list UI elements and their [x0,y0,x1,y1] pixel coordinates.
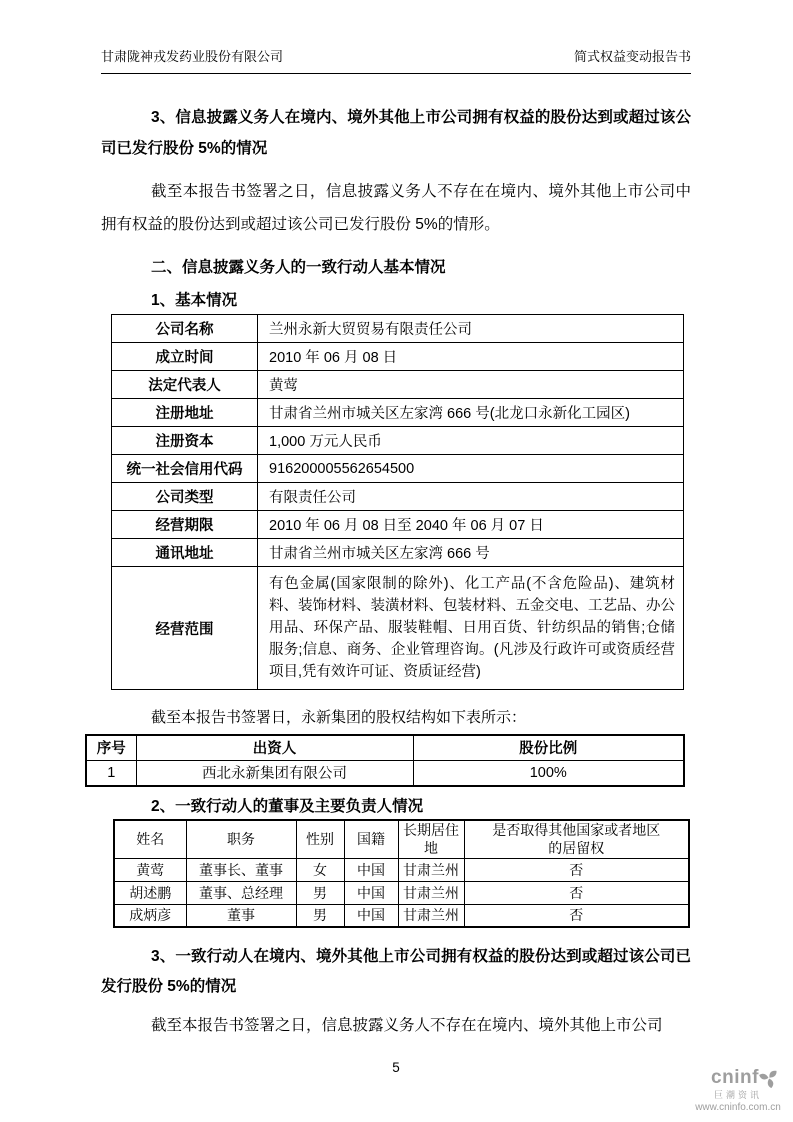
row-value: 1,000 万元人民币 [258,427,684,455]
cninfo-brand-text: cninf [711,1067,759,1088]
table-cell: 董事 [186,904,296,927]
row-label: 注册地址 [112,399,258,427]
column-header: 是否取得其他国家或者地区的居留权 [464,820,689,858]
table-cell: 胡述鹏 [114,881,186,904]
table-cell: 男 [296,881,344,904]
table-cell: 否 [464,904,689,927]
table-row [112,371,684,399]
basic-info-heading: 1、基本情况 [151,292,238,309]
row-value: 有限责任公司 [258,483,684,511]
cninfo-logo-row [688,1068,788,1088]
table-cell: 甘肃兰州 [398,858,464,881]
row-label: 法定代表人 [112,371,258,399]
table-row [112,567,684,690]
table-cell: 甘肃兰州 [398,904,464,927]
table-cell: 中国 [344,904,398,927]
column-header: 姓名 [114,820,186,858]
row-value: 2010 年 06 月 08 日至 2040 年 06 月 07 日 [258,511,684,539]
row-value: 有色金属(国家限制的除外)、化工产品(不含危险品)、建筑材料、装饰材料、装潢材料、包装材料、五金交电、工艺品、办公用品、环保产品、服装鞋帽、日用百货、针纺织品的销售;仓储服务;信息、商务、企业管理咨询。(凡涉及行政许可或资质经营项目,凭有效许可证、资质证经营) [258,567,684,690]
table-row [114,881,689,904]
row-label: 成立时间 [112,343,258,371]
column-header: 股份比例 [413,735,684,760]
table-cell: 否 [464,881,689,904]
table-row [112,539,684,567]
table-row [114,904,689,927]
cninfo-url: www.cninfo.com.cn [695,1102,781,1113]
column-header: 出资人 [136,735,413,760]
row-value: 黄莺 [258,371,684,399]
table-row [112,455,684,483]
row-value: 2010 年 06 月 08 日 [258,343,684,371]
header-doc-title: 简式权益变动报告书 [573,49,691,64]
column-header: 国籍 [344,820,398,858]
table-cell: 黄莺 [114,858,186,881]
table-cell: 西北永新集团有限公司 [136,760,413,786]
table-row [114,858,689,881]
row-label: 公司类型 [112,483,258,511]
table-row [86,760,684,786]
equity-structure-table [85,734,685,787]
table-cell: 否 [464,858,689,881]
table-header-row [86,735,684,760]
row-label: 公司名称 [112,315,258,343]
cninfo-swirl-icon [759,1068,779,1088]
table-cell: 成炳彦 [114,904,186,927]
equity-structure-note: 截至本报告书签署日，永新集团的股权结构如下表所示： [151,709,527,726]
directors-table [113,819,690,928]
row-value: 兰州永新大贸贸易有限责任公司 [258,315,684,343]
row-value: 甘肃省兰州市城关区左家湾 666 号(北龙口永新化工园区) [258,399,684,427]
acting-party-other-listed-paragraph: 截至本报告书签署之日，信息披露义务人不存在在境内、境外其他上市公司 [151,1017,663,1034]
table-cell: 中国 [344,881,398,904]
table-cell: 1 [86,760,136,786]
row-label: 经营期限 [112,511,258,539]
table-row [112,315,684,343]
table-header-row [114,820,689,858]
table-cell: 中国 [344,858,398,881]
column-header: 长期居住地 [398,820,464,858]
column-header: 序号 [86,735,136,760]
cninfo-chinese-name: 巨潮资讯 [713,1090,762,1100]
row-value: 916200005562654500 [258,455,684,483]
table-cell: 100% [413,760,684,786]
row-label: 通讯地址 [112,539,258,567]
table-row [112,511,684,539]
row-label: 注册资本 [112,427,258,455]
header-company-name: 甘肃陇神戎发药业股份有限公司 [101,49,284,64]
row-value: 甘肃省兰州市城关区左家湾 666 号 [258,539,684,567]
acting-party-other-listed-heading: 3、一致行动人在境内、境外其他上市公司拥有权益的股份达到或超过该公司已发行股份 5%的情况 [101,948,691,995]
section-two-heading: 二、信息披露义务人的一致行动人基本情况 [151,259,446,276]
page-number: 5 [392,1060,400,1075]
table-row [112,343,684,371]
table-row [112,399,684,427]
table-cell: 董事、总经理 [186,881,296,904]
column-header: 性别 [296,820,344,858]
row-label: 经营范围 [112,567,258,690]
table-cell: 董事长、董事 [186,858,296,881]
basic-info-table [111,314,684,690]
row-label: 统一社会信用代码 [112,455,258,483]
table-row [112,483,684,511]
table-cell: 甘肃兰州 [398,881,464,904]
section-3-heading: 3、信息披露义务人在境内、境外其他上市公司拥有权益的股份达到或超过该公司已发行股份 5%的情况 [101,109,691,157]
table-cell: 男 [296,904,344,927]
running-header [101,48,691,74]
column-header: 职务 [186,820,296,858]
table-cell: 女 [296,858,344,881]
table-row [112,427,684,455]
cninfo-watermark [688,1068,788,1113]
directors-heading: 2、一致行动人的董事及主要负责人情况 [151,798,424,815]
section-3-paragraph: 截至本报告书签署之日，信息披露义务人不存在在境内、境外其他上市公司中拥有权益的股份达到或超过该公司已发行股份 5%的情形。 [101,183,691,233]
